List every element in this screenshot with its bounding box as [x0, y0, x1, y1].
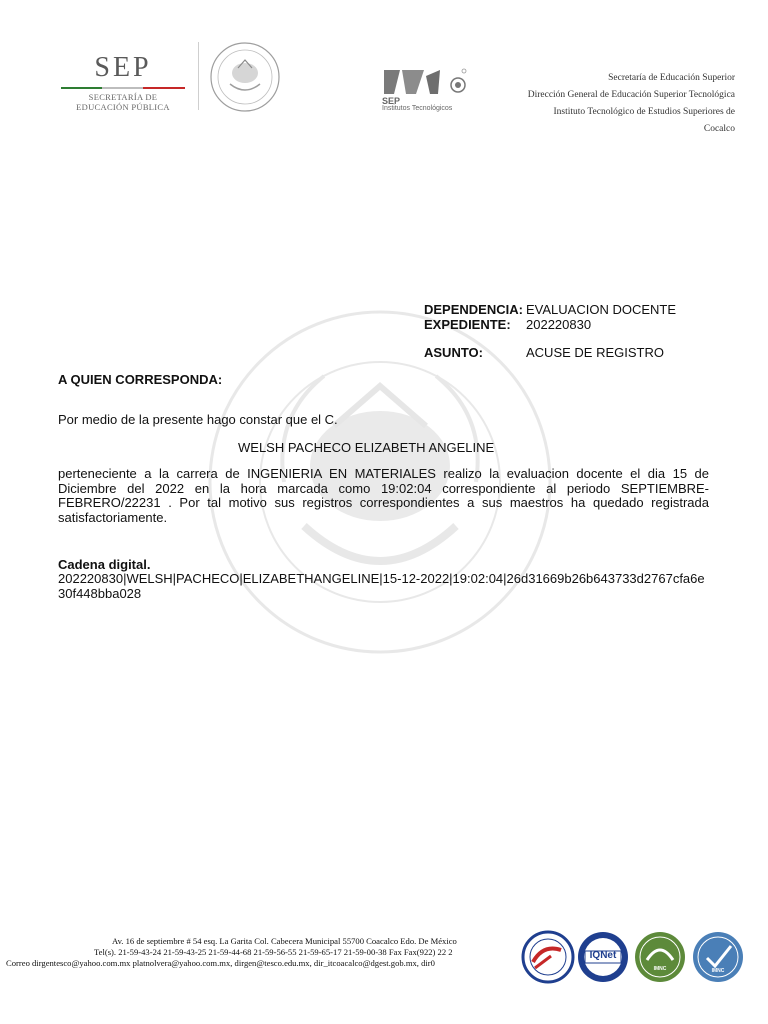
asunto-value: ACUSE DE REGISTRO: [526, 345, 664, 360]
expediente-row: [424, 317, 676, 332]
asunto-label: ASUNTO:: [424, 345, 483, 360]
logo-divider: [198, 42, 199, 110]
imnc-blue-badge-icon: [691, 930, 745, 984]
sep-line-2: EDUCACIÓN PÚBLICA: [76, 102, 170, 112]
certification-badge-2: [576, 930, 630, 984]
iqnet-label: IQNet: [589, 950, 617, 961]
national-seal-icon: [208, 40, 282, 114]
intro-text: Por medio de la presente hago constar que el C.: [58, 412, 338, 427]
institution-line-2: Dirección General de Educación Superior Tecnológica: [527, 90, 735, 100]
tec-abbrev: SEP: [382, 96, 401, 106]
dependencia-label: DEPENDENCIA:: [424, 302, 523, 317]
institution-line-1: Secretaría de Educación Superior: [608, 73, 735, 83]
institution-line-4: Cocalco: [703, 124, 735, 134]
sep-wordmark: [48, 36, 198, 114]
institution-header: [475, 70, 735, 138]
footer-emails: Correo dirgentesco@yahoo.com.mx platnolvera@yahoo.com.mx, dirgen@tesco.edu.mx, dir_itcoacalco@dgest.gob.mx, dir0: [6, 958, 435, 968]
imnc-green-badge-icon: [633, 930, 687, 984]
institution-line-3: Instituto Tecnológico de Estudios Superiores de: [553, 107, 735, 117]
asunto-row: [424, 345, 676, 360]
cadena-label: Cadena digital.: [58, 557, 151, 572]
certification-badge-1-icon: [521, 930, 575, 984]
imnc-label-2: IMNC: [711, 968, 725, 974]
sep-tricolor-line: [61, 87, 185, 89]
salutation: A QUIEN CORRESPONDA:: [58, 372, 223, 387]
tec-name: Institutos Tecnológicos: [382, 105, 453, 112]
document-meta: [424, 302, 676, 360]
expediente-label: EXPEDIENTE:: [424, 317, 511, 332]
certification-badge-4: [691, 930, 745, 984]
body-paragraph: perteneciente a la carrera de INGENIERIA EN MATERIALES realizo la evaluacion docente el dia 15 de Diciembre del 2022 en la hora marcada como 19:02:04 correspondiente al periodo SEPTIEMBRE-FEBRERO/22231 . Por tal motivo sus registros correspondientes a sus maestros ha quedado registrada satisfactoriamente.: [58, 466, 709, 525]
footer-phones: Tel(s). 21-59-43-24 21-59-43-25 21-59-44-68 21-59-56-55 21-59-65-17 21-59-00-38 Fax Fax(922) 22 2: [94, 947, 453, 957]
footer: [6, 936, 542, 969]
sep-line-1: SECRETARÍA DE: [88, 92, 158, 102]
sep-logo: [48, 36, 284, 114]
footer-address: Av. 16 de septiembre # 54 esq. La Garita Col. Cabecera Municipal 55700 Coacalco Edo. De México: [112, 936, 457, 946]
dependencia-row: [424, 302, 676, 317]
tec-emblem-icon: [380, 66, 475, 96]
certification-badge-3: [633, 930, 687, 984]
cadena-value: 202220830|WELSH|PACHECO|ELIZABETHANGELINE|15-12-2022|19:02:04|26d31669b26b643733d2767cfa6e30f448bba028: [58, 571, 705, 601]
institutos-tecnologicos-logo: [380, 66, 475, 116]
sep-abbrev: SEP: [94, 52, 152, 83]
imnc-label-1: IMNC: [653, 966, 667, 972]
dependencia-value: EVALUACION DOCENTE: [526, 302, 677, 317]
student-name: WELSH PACHECO ELIZABETH ANGELINE: [238, 440, 495, 455]
expediente-value: 202220830: [526, 317, 592, 332]
